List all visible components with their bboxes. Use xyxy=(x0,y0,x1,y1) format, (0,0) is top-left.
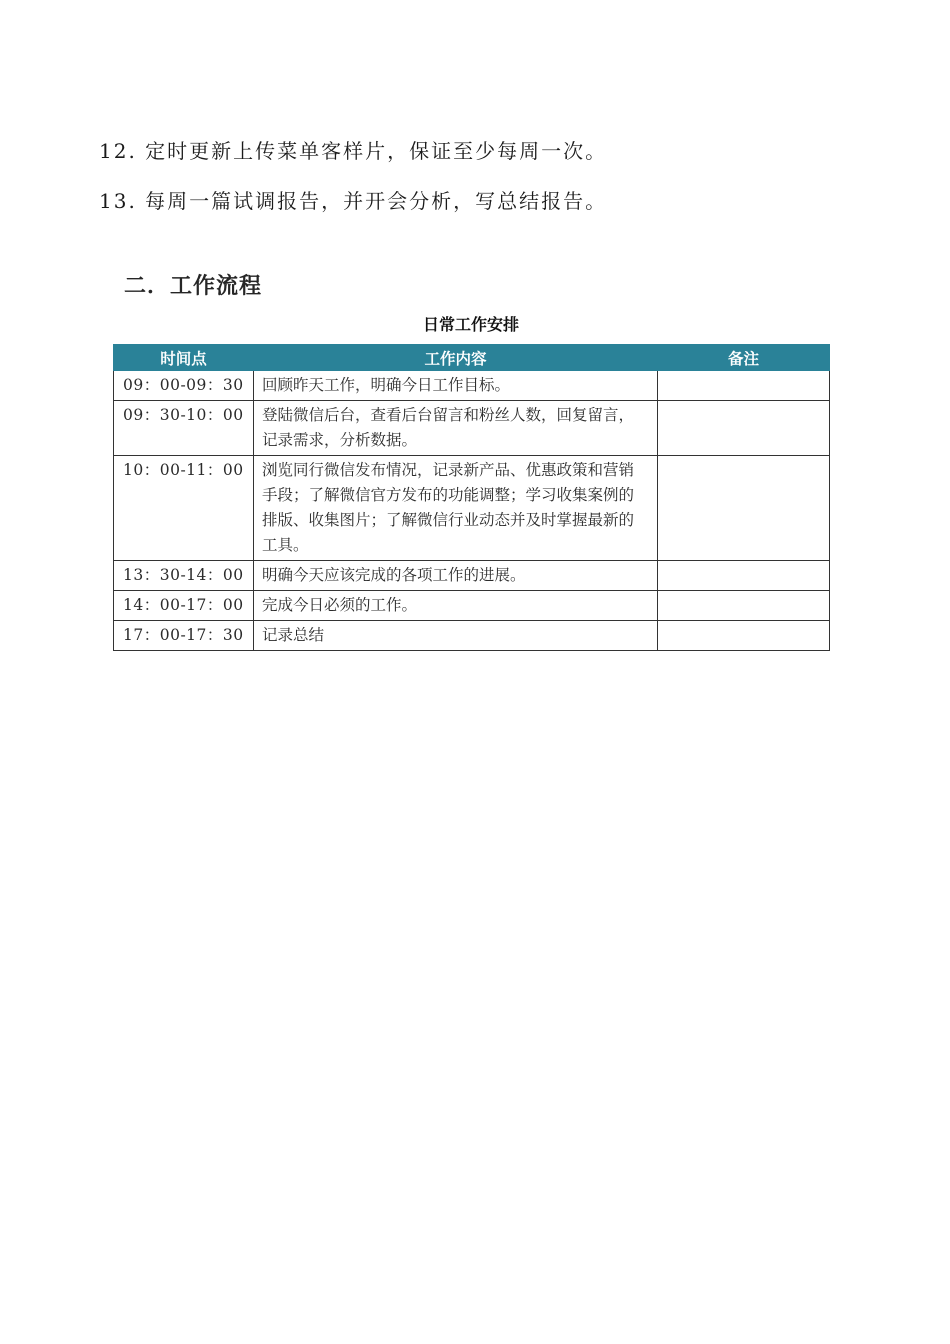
note-cell xyxy=(658,371,830,401)
table-header-row xyxy=(114,345,830,371)
time-cell: 17：00-17：30 xyxy=(114,621,254,651)
note-cell xyxy=(658,621,830,651)
table-row xyxy=(114,621,830,651)
content-cell: 回顾昨天工作，明确今日工作目标。 xyxy=(254,371,658,401)
table-row xyxy=(114,561,830,591)
table-caption: 日常工作安排 xyxy=(422,315,519,334)
content-cell: 完成今日必须的工作。 xyxy=(254,591,658,621)
content-cell: 明确今天应该完成的各项工作的进展。 xyxy=(254,561,658,591)
list-item-13: 13. 每周一篇试调报告，并开会分析，写总结报告。 xyxy=(99,189,608,213)
time-cell: 09：00-09：30 xyxy=(114,371,254,401)
time-cell: 13：30-14：00 xyxy=(114,561,254,591)
schedule-table xyxy=(113,344,830,651)
header-note: 备注 xyxy=(658,345,830,371)
table-row xyxy=(114,401,830,456)
note-cell xyxy=(658,561,830,591)
time-cell: 14：00-17：00 xyxy=(114,591,254,621)
header-content: 工作内容 xyxy=(254,345,658,371)
table-row xyxy=(114,371,830,401)
time-cell: 09：30-10：00 xyxy=(114,401,254,456)
section-heading: 二．工作流程 xyxy=(124,274,263,299)
list-item-12: 12. 定时更新上传菜单客样片，保证至少每周一次。 xyxy=(99,139,608,163)
table-row xyxy=(114,591,830,621)
table-row xyxy=(114,456,830,561)
content-cell: 浏览同行微信发布情况，记录新产品、优惠政策和营销手段；了解微信官方发布的功能调整；学习收集案例的排版、收集图片；了解微信行业动态并及时掌握最新的工具。 xyxy=(254,456,658,561)
note-cell xyxy=(658,591,830,621)
time-cell: 10：00-11：00 xyxy=(114,456,254,561)
header-time: 时间点 xyxy=(114,345,254,371)
content-cell: 记录总结 xyxy=(254,621,658,651)
note-cell xyxy=(658,456,830,561)
note-cell xyxy=(658,401,830,456)
content-cell: 登陆微信后台，查看后台留言和粉丝人数，回复留言，记录需求，分析数据。 xyxy=(254,401,658,456)
